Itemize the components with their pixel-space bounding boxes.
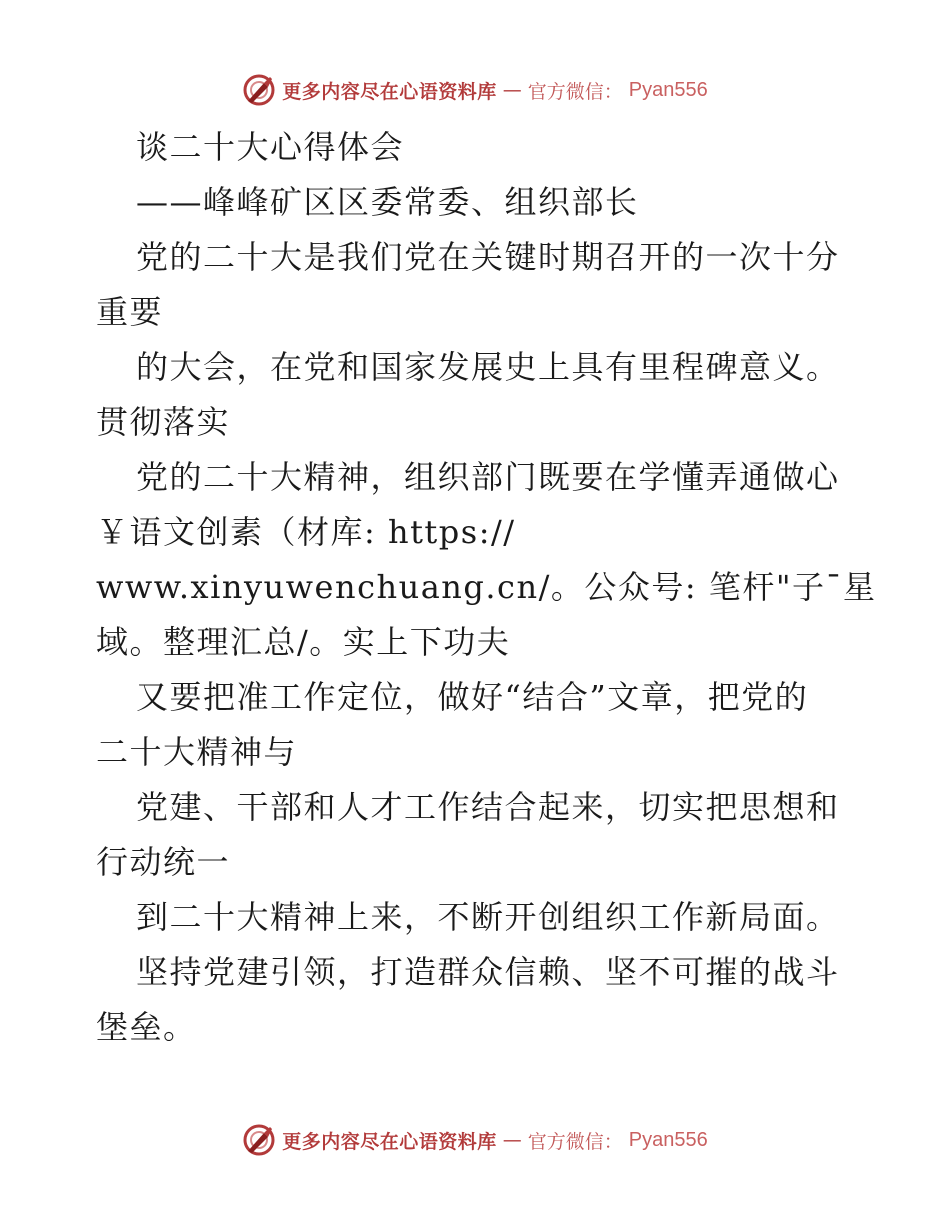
text-line: 谈二十大心得体会 (136, 128, 405, 166)
text-line: 重要 (96, 293, 164, 331)
text-line: 二十大精神与 (96, 733, 298, 771)
text-line: 贯彻落实 (96, 403, 231, 441)
text-line: 堡垒。 (96, 1008, 197, 1046)
text-line: ￥语文创素（材库: https:// (96, 513, 516, 551)
banner-text: 更多内容尽在心语资料库 (282, 80, 497, 103)
banner-text: 更多内容尽在心语资料库 (282, 1130, 497, 1153)
header-banner (0, 70, 950, 110)
banner-separator: — (502, 1129, 522, 1151)
footer-banner (0, 1120, 950, 1160)
text-line: 行动统一 (96, 843, 231, 881)
text-line: 又要把准工作定位，做好“结合”文章，把党的 (136, 678, 809, 716)
text-line: 坚持党建引领，打造群众信赖、坚不可摧的战斗 (136, 953, 840, 991)
text-line: 党的二十大是我们党在关键时期召开的一次十分 (136, 238, 840, 276)
banner-wechat-id: Pyan556 (628, 1128, 708, 1151)
text-line: ——峰峰矿区区委常委、组织部长 (136, 183, 639, 221)
text-line: 到二十大精神上来，不断开创组织工作新局面。 (136, 898, 840, 936)
text-line: 党建、干部和人才工作结合起来，切实把思想和 (136, 788, 840, 826)
banner-separator: — (502, 79, 522, 101)
banner-wechat-id: Pyan556 (628, 78, 708, 101)
pen-logo-icon (242, 73, 276, 107)
text-line: 域。整理汇总/。实上下功夫 (96, 623, 511, 661)
document-body (96, 120, 877, 1055)
text-line: 党的二十大精神，组织部门既要在学懂弄通做心 (136, 458, 840, 496)
banner-wechat-label: 官方微信： (527, 1130, 623, 1153)
banner-wechat-label: 官方微信： (527, 80, 623, 103)
text-line: 的大会，在党和国家发展史上具有里程碑意义。 (136, 348, 840, 386)
pen-logo-icon (242, 1123, 276, 1157)
text-line: www.xinyuwenchuang.cn/。公众号: 笔杆"子¯星 (96, 568, 877, 606)
